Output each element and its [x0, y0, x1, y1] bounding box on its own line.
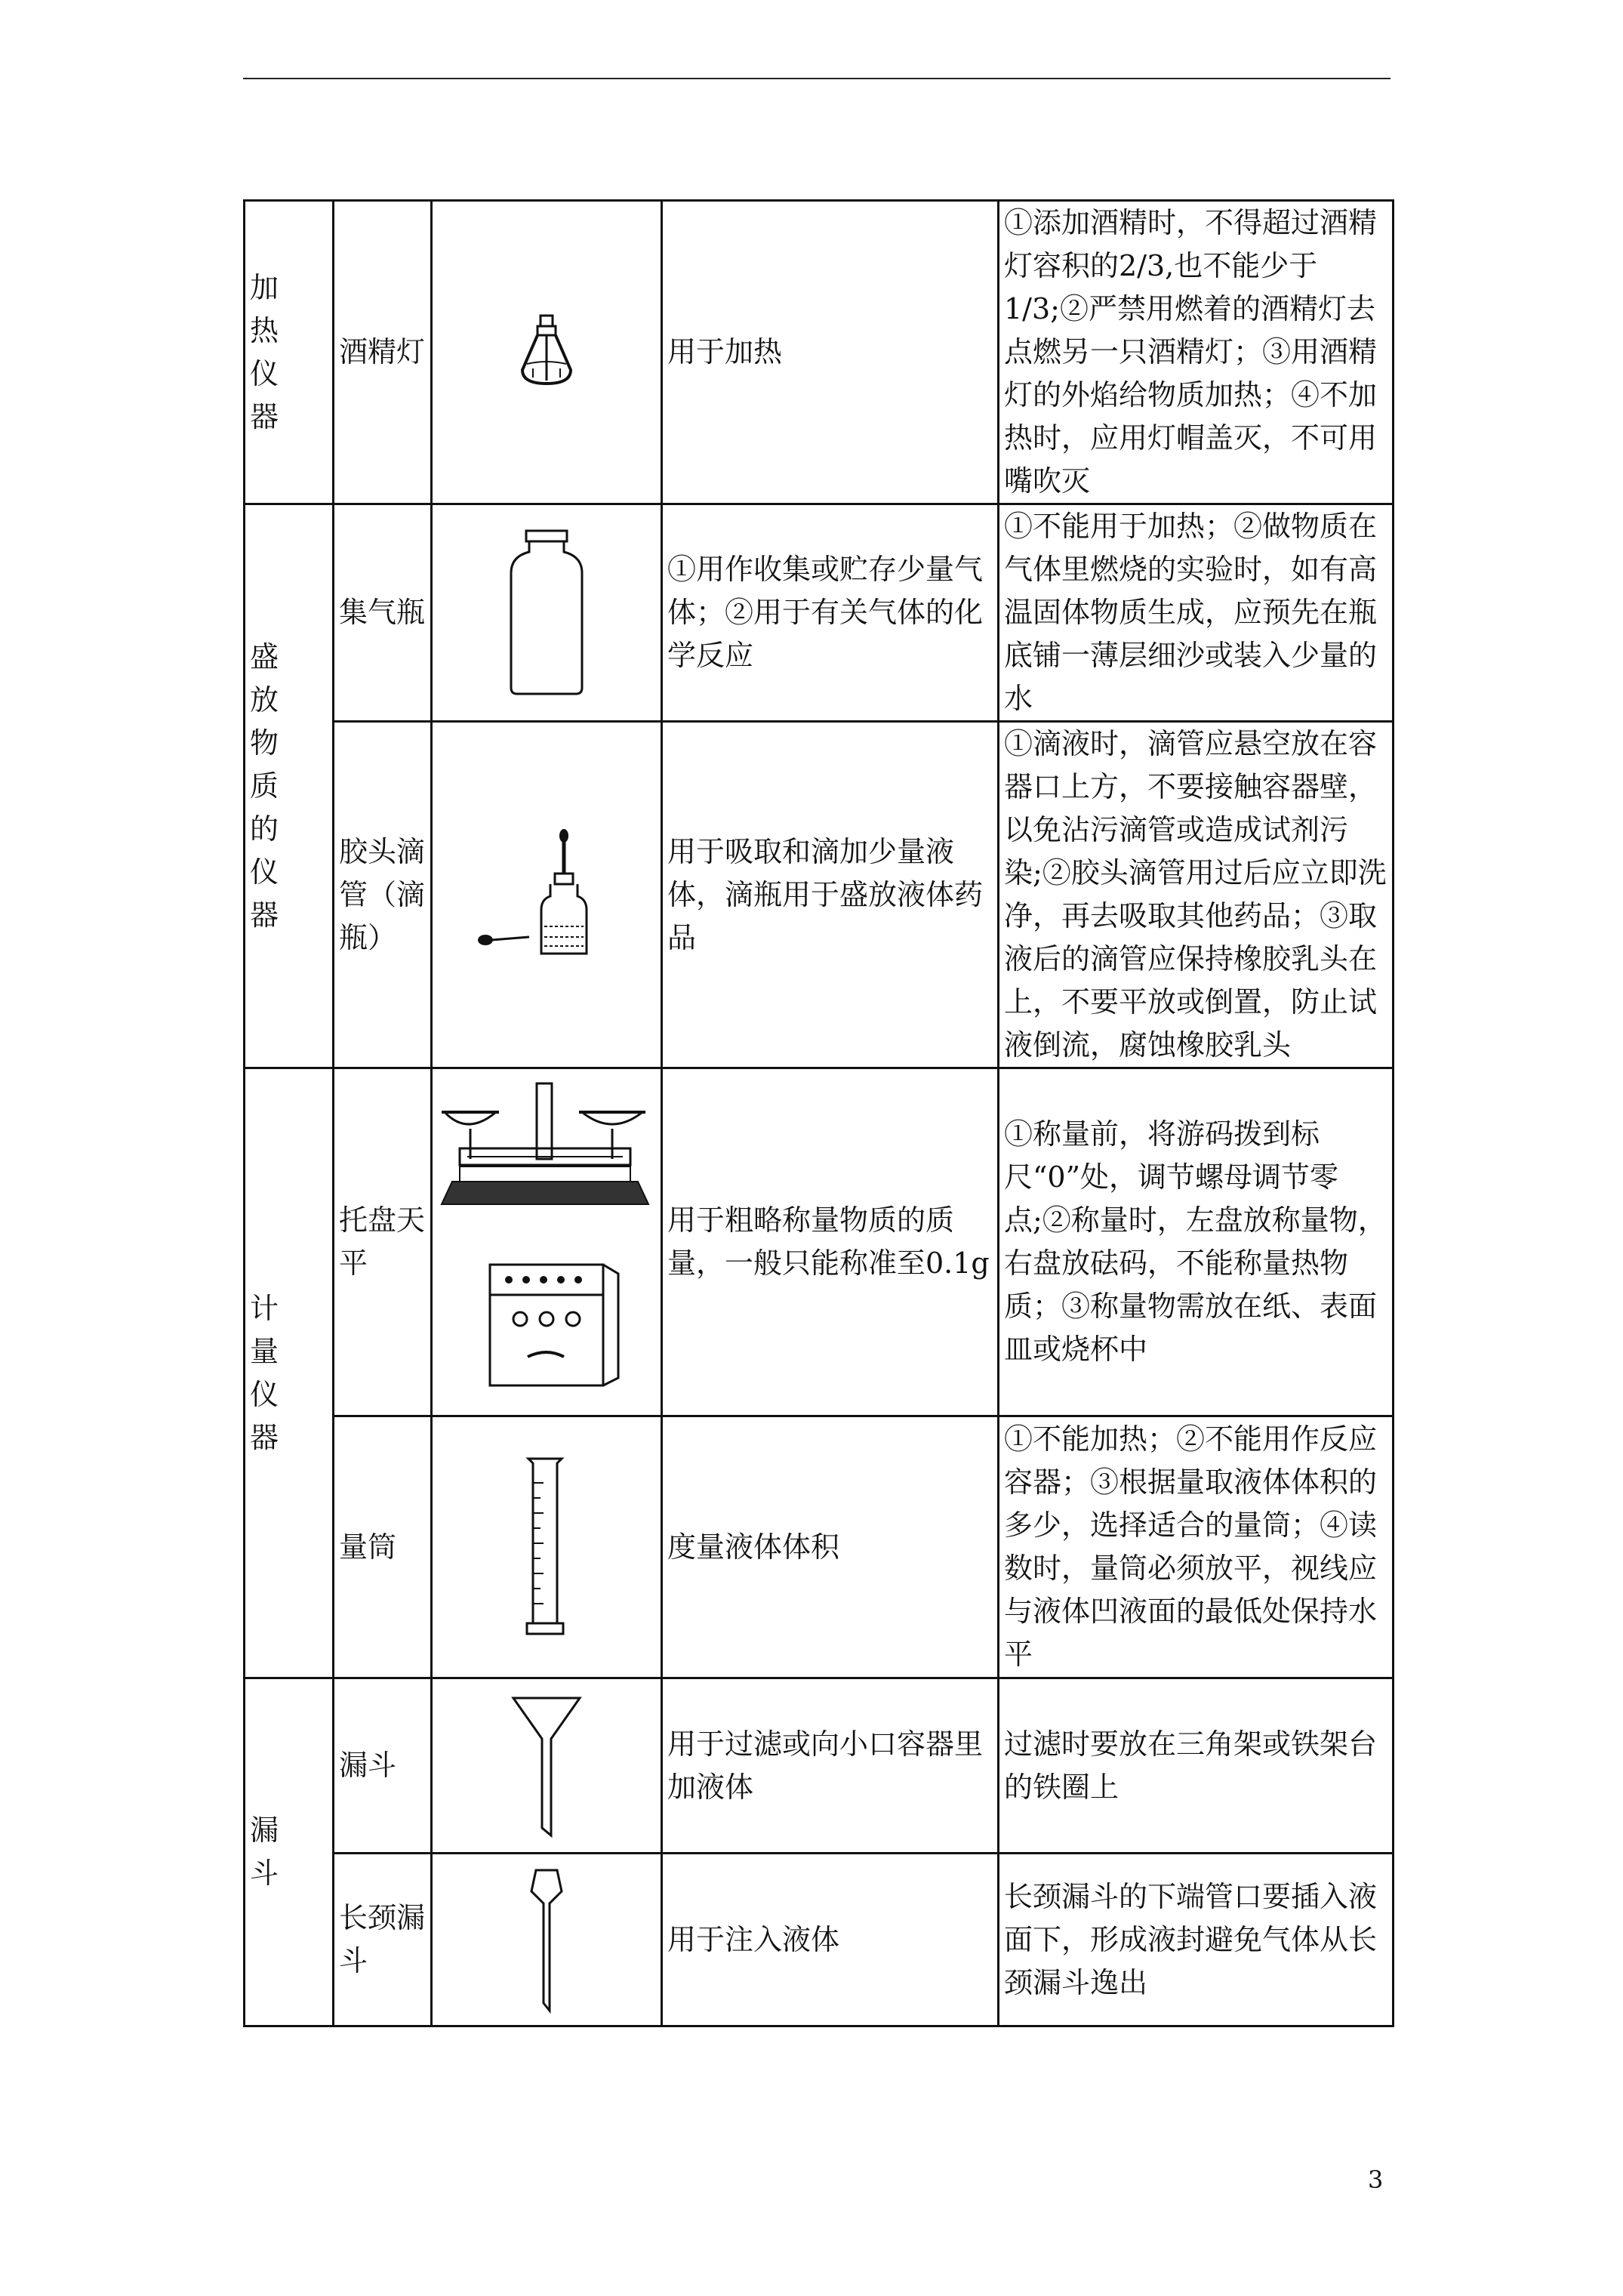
instrument-table	[243, 199, 1394, 2027]
instrument-name: 长颈漏斗	[334, 1854, 432, 2026]
instrument-name: 胶头滴管（滴瓶）	[334, 722, 432, 1068]
instrument-notes: ①不能加热；②不能用作反应容器；③根据量取液体体积的多少，选择适合的量筒；④读数时，量筒必须放平，视线应与液体凹液面的最低处保持水平	[999, 1416, 1394, 1678]
table-row	[245, 1678, 1394, 1854]
category-storage: 盛放物质的仪器	[245, 504, 334, 1068]
header-rule	[243, 78, 1390, 79]
instrument-use: 用于粗略称量物质的质量，一般只能称准至0.1g	[662, 1068, 999, 1416]
instrument-use: 用于吸取和滴加少量液体，滴瓶用于盛放液体药品	[662, 722, 999, 1068]
category-funnel: 漏斗	[245, 1678, 334, 2026]
table-row	[245, 1416, 1394, 1678]
category-heating: 加热仪器	[245, 201, 334, 504]
instrument-use: 用于注入液体	[662, 1854, 999, 2026]
gas-collecting-bottle-icon	[432, 504, 662, 722]
instrument-use: ①用作收集或贮存少量气体；②用于有关气体的化学反应	[662, 504, 999, 722]
instrument-use: 用于加热	[662, 201, 999, 504]
table-row	[245, 722, 1394, 1068]
instrument-use: 度量液体体积	[662, 1416, 999, 1678]
instrument-name: 量筒	[334, 1416, 432, 1678]
instrument-notes: ①称量前，将游码拨到标尺“0”处，调节螺母调节零点;②称量时，左盘放称量物，右盘放砝码，不能称量热物质；③称量物需放在纸、表面皿或烧杯中	[999, 1068, 1394, 1416]
dropper-bottle-icon	[432, 722, 662, 1068]
table-row	[245, 201, 1394, 504]
page-number: 3	[1368, 2165, 1384, 2194]
table-row	[245, 1068, 1394, 1416]
instrument-use: 用于过滤或向小口容器里加液体	[662, 1678, 999, 1854]
instrument-name: 漏斗	[334, 1678, 432, 1854]
instrument-notes: 过滤时要放在三角架或铁架台的铁圈上	[999, 1678, 1394, 1854]
graduated-cylinder-icon	[432, 1416, 662, 1678]
instrument-name: 托盘天平	[334, 1068, 432, 1416]
category-measuring: 计量仪器	[245, 1068, 334, 1678]
table-row	[245, 1854, 1394, 2026]
balance-icon	[432, 1068, 662, 1416]
instrument-name: 酒精灯	[334, 201, 432, 504]
instrument-notes: 长颈漏斗的下端管口要插入液面下，形成液封避免气体从长颈漏斗逸出	[999, 1854, 1394, 2026]
long-neck-funnel-icon	[432, 1854, 662, 2026]
instrument-name: 集气瓶	[334, 504, 432, 722]
alcohol-lamp-icon	[432, 201, 662, 504]
instrument-notes: ①添加酒精时，不得超过酒精灯容积的2/3,也不能少于1/3;②严禁用燃着的酒精灯去点燃另一只酒精灯；③用酒精灯的外焰给物质加热；④不加热时，应用灯帽盖灭，不可用嘴吹灭	[999, 201, 1394, 504]
instrument-notes: ①不能用于加热；②做物质在气体里燃烧的实验时，如有高温固体物质生成，应预先在瓶底铺一薄层细沙或装入少量的水	[999, 504, 1394, 722]
funnel-icon	[432, 1678, 662, 1854]
instrument-notes: ①滴液时，滴管应悬空放在容器口上方，不要接触容器壁，以免沾污滴管或造成试剂污染;②胶头滴管用过后应立即洗净，再去吸取其他药品；③取液后的滴管应保持橡胶乳头在上，不要平放或倒置，防止试液倒流，腐蚀橡胶乳头	[999, 722, 1394, 1068]
table-row	[245, 504, 1394, 722]
